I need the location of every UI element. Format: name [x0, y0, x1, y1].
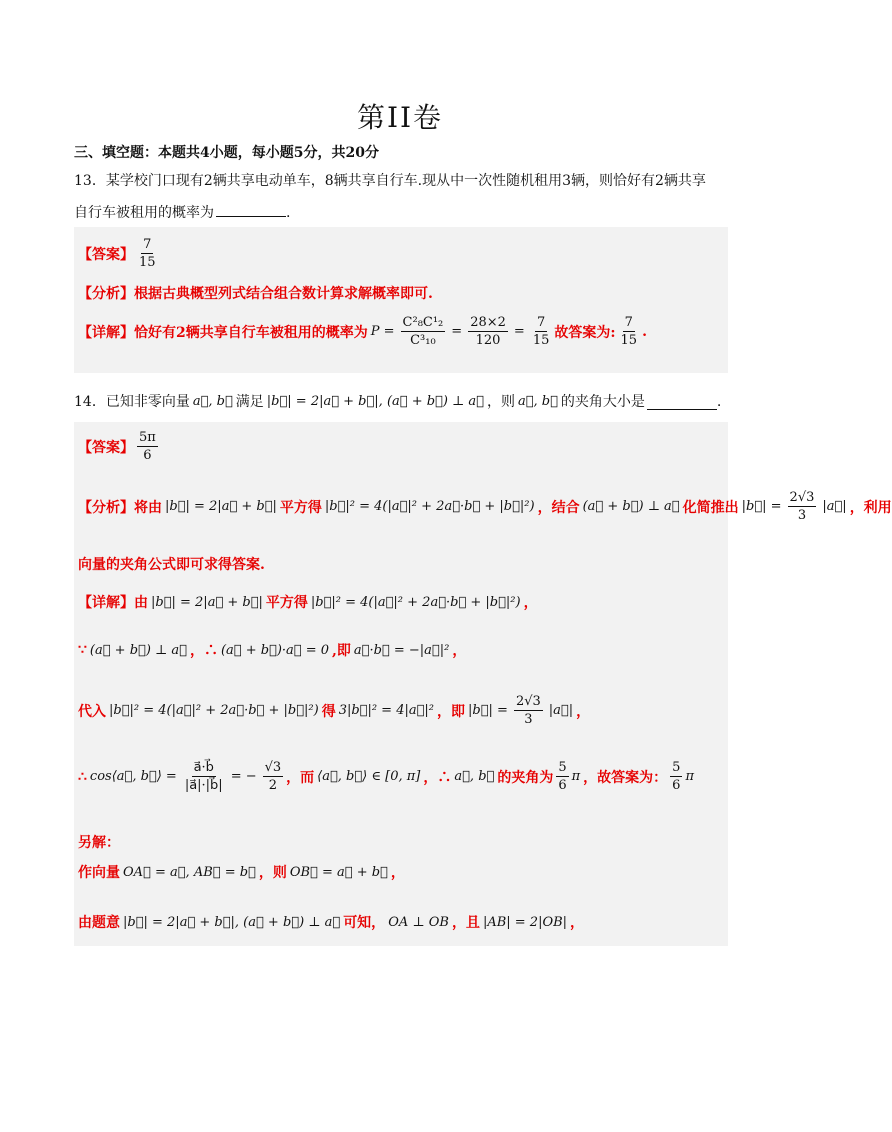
q13-analysis: 【分析】根据古典概型列式结合组合数计算求解概率即可. [78, 286, 433, 302]
answer-label: 【答案】 [78, 439, 134, 456]
answer-fraction [137, 430, 158, 463]
alt2-equation: |AB| = 2|OB| [482, 914, 568, 930]
q14-vectors-2: a⃗, b⃗ [517, 394, 558, 409]
analysis-label: 【分析】将由 [78, 499, 162, 516]
formula-numerator-1: C²₈C¹₂ [402, 315, 444, 330]
detail-text-d4: 的夹角为 [497, 769, 554, 786]
q13-line2 [74, 202, 290, 223]
analysis-result-left: |b⃗| = [741, 499, 782, 514]
section-header: 三、填空题：本题共4小题，每小题5分，共20分 [74, 145, 379, 161]
formula-fraction-3 [531, 315, 552, 348]
q14-vectors: a⃗, b⃗ [192, 394, 233, 409]
detail-result-fraction [514, 694, 543, 727]
formula-denominator-2: 120 [475, 333, 501, 348]
analysis-text-d: 化简推出 [682, 499, 739, 516]
detail-text-c2: ,即 [332, 643, 351, 659]
q14-alt-line1 [78, 862, 405, 882]
detail-result-denominator: 3 [524, 712, 533, 727]
detail-text-c: ， [523, 595, 538, 611]
answer-denominator: 6 [143, 448, 152, 463]
detail-dot-zero: (a⃗ + b⃗)·a⃗ = 0 [220, 642, 330, 658]
therefore-symbol-2: ∴ [78, 768, 87, 785]
q14-part4: 的夹角大小是 [560, 394, 645, 410]
alt2-condition: |b⃗| = 2|a⃗ + b⃗|, (a⃗ + b⃗) ⊥ a⃗ [123, 914, 341, 930]
angle-range: ⟨a⃗, b⃗⟩ ∈ [0, π] [317, 769, 421, 784]
angle-vectors: a⃗, b⃗ [454, 769, 495, 784]
sqrt-denominator: 2 [268, 778, 278, 793]
detail-condition: |b⃗| = 2|a⃗ + b⃗| [151, 594, 263, 610]
final-numerator: 5 [672, 760, 681, 775]
analysis-text-e: ，利用 [849, 499, 892, 516]
detail-text-b4: ，而 [286, 769, 315, 786]
detail-text-d3: ， [576, 703, 591, 720]
equals-1: = [451, 324, 463, 339]
alt-text-b: ，则 [258, 865, 287, 881]
final-label: 故答案为: [554, 324, 616, 341]
q14-detail-line4 [78, 760, 697, 793]
detail-text-b3: 得 [321, 703, 336, 720]
detail-text-c3: ，即 [437, 703, 466, 720]
analysis-text-b: 平方得 [279, 499, 322, 516]
formula-fraction-2 [468, 315, 508, 348]
alt-ob-equation: OB⃗ = a⃗ + b⃗ [289, 864, 388, 880]
analysis-text-c: ，结合 [537, 499, 580, 516]
q14-analysis-line2: 向量的夹角公式即可求得答案. [78, 557, 265, 573]
cos-denominator: |a⃗|·|b⃗| [184, 778, 223, 793]
q14-part1: 14．已知非零向量 [74, 394, 190, 410]
detail-equation-3: |b⃗|² = 4(|a⃗|² + 2a⃗·b⃗ + |b⃗|²) [109, 703, 319, 718]
q14-end: . [716, 394, 722, 410]
analysis-perp: (a⃗ + b⃗) ⊥ a⃗ [582, 499, 680, 514]
analysis-result-fraction [788, 490, 817, 523]
alt-solution-label: 另解： [78, 835, 120, 851]
answer-label: 【答案】 [78, 246, 134, 263]
q14-part3: ，则 [486, 394, 515, 410]
answer-denominator: 15 [139, 255, 156, 270]
analysis-equation: |b⃗|² = 4(|a⃗|² + 2a⃗·b⃗ + |b⃗|²) [324, 499, 535, 514]
substitute-text: 代入 [78, 703, 106, 720]
final-numerator: 7 [624, 315, 633, 330]
detail-result-left: |b⃗| = [468, 703, 508, 718]
detail-label: 【详解】恰好有2辆共享自行车被租用的概率为 [78, 324, 368, 341]
q14-detail-line3 [78, 694, 590, 727]
answer-numerator: 7 [143, 237, 152, 252]
angle-fraction [556, 760, 568, 793]
detail-result-numerator: 2√3 [515, 694, 541, 709]
formula-fraction-1 [401, 315, 446, 348]
angle-pi: π [571, 769, 581, 784]
answer-numerator: 5π [139, 430, 156, 445]
sqrt-fraction [263, 760, 284, 793]
q14-answer [78, 430, 161, 463]
angle-denominator: 6 [558, 778, 567, 793]
detail-text-b: 平方得 [265, 595, 308, 611]
alt2-perp: OA ⊥ OB [388, 914, 449, 930]
cos-expression: cos⟨a⃗, b⃗⟩ = [89, 769, 177, 784]
cos-fraction [183, 760, 225, 793]
detail-equation-3b: 3|b⃗|² = 4|a⃗|² [338, 703, 435, 718]
answer-fraction [137, 237, 158, 270]
alt-vectors: OA⃗ = a⃗, AB⃗ = b⃗ [123, 864, 256, 880]
q14-alt-line2 [78, 912, 584, 932]
alt-text-c: ， [390, 865, 405, 881]
final-fraction [670, 760, 682, 793]
formula-numerator-3: 7 [536, 315, 546, 330]
alt2-text-c: ，且 [451, 915, 480, 931]
detail-text-c4: ，∴ [423, 769, 452, 786]
alt2-text-a: 由题意 [78, 915, 120, 931]
equals-2: = [513, 324, 525, 339]
analysis-condition: |b⃗| = 2|a⃗ + b⃗| [165, 499, 277, 514]
detail-label: 【详解】由 [78, 595, 148, 611]
q13-line2-text: 自行车被租用的概率为 [74, 205, 214, 221]
angle-numerator: 5 [558, 760, 567, 775]
formula-p: P = [370, 324, 395, 339]
final-denominator: 15 [620, 333, 638, 348]
cos-numerator: a⃗·b⃗ [193, 760, 214, 775]
formula-denominator-1: C³₁₀ [410, 333, 436, 348]
alt-text-a: 作向量 [78, 865, 120, 881]
formula-numerator-2: 28×2 [470, 315, 506, 330]
q14-solution-box [74, 422, 892, 946]
alt2-text-d: ， [570, 915, 585, 931]
q13-solution-box [74, 227, 728, 373]
cos-equals: = − [230, 769, 257, 784]
q14-part2: 满足 [235, 394, 264, 410]
detail-dot-result: a⃗·b⃗ = −|a⃗|² [353, 642, 450, 658]
detail-result-right: |a⃗| [548, 703, 574, 718]
alt2-text-b: 可知， [343, 915, 386, 931]
q13-line1: 13．某学校门口现有2辆共享电动单车，8辆共享自行车.现从中一次性随机租用3辆，则恰好有2辆共享 [74, 173, 706, 189]
q14-detail-line2 [78, 640, 466, 660]
q14-stem [74, 392, 721, 412]
q13-detail [78, 315, 647, 348]
answer-blank [216, 202, 286, 217]
sqrt-numerator: √3 [264, 760, 282, 775]
detail-perp: (a⃗ + b⃗) ⊥ a⃗ [89, 642, 187, 658]
q13-answer [78, 237, 161, 270]
detail-equation: |b⃗|² = 4(|a⃗|² + 2a⃗·b⃗ + |b⃗|²) [310, 594, 521, 610]
because-symbol: ∵ [78, 642, 87, 658]
therefore-symbol: ，∴ [189, 643, 218, 659]
q14-analysis-line1 [78, 490, 892, 523]
detail-text-e4: ，故答案为： [583, 769, 668, 786]
analysis-result-denominator: 3 [797, 508, 807, 523]
q14-detail-line1 [78, 592, 538, 612]
answer-blank [647, 395, 717, 410]
analysis-result-right: |a⃗| [822, 499, 847, 514]
page-title: 第II卷 [356, 101, 444, 134]
q13-line2-end: . [286, 205, 291, 221]
final-end: . [642, 323, 647, 340]
q14-condition: |b⃗| = 2|a⃗ + b⃗|, (a⃗ + b⃗) ⊥ a⃗ [266, 394, 484, 409]
final-denominator: 6 [672, 778, 681, 793]
final-fraction [619, 315, 640, 348]
analysis-result-numerator: 2√3 [789, 490, 815, 505]
final-pi: π [685, 769, 694, 784]
formula-denominator-3: 15 [532, 333, 550, 348]
detail-text-d2: ， [452, 643, 467, 659]
